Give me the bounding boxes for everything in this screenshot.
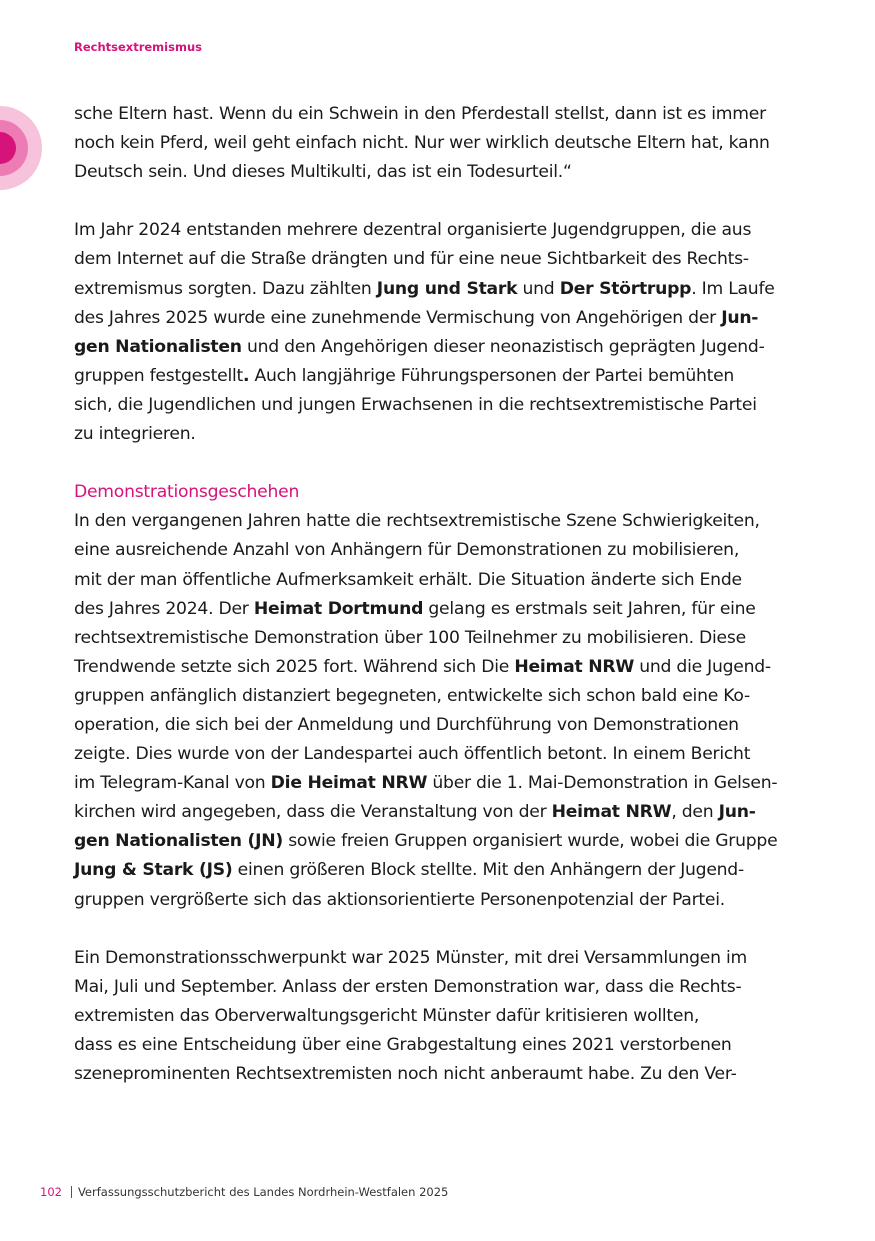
text-segment: extremismus sorgten. Dazu zählten xyxy=(74,278,377,299)
text-segment: über die 1. Mai-Demonstration in Gelsen- xyxy=(427,773,778,794)
text-line xyxy=(74,420,814,449)
text-line xyxy=(74,798,814,827)
bold-term: Heimat Dortmund xyxy=(253,598,424,619)
text-segment: sich, die Jugendlichen und jungen Erwachsenen in die rechtsextremistische Partei xyxy=(74,394,757,415)
text-line xyxy=(74,711,814,740)
text-line xyxy=(74,129,814,158)
bold-term: Die Heimat NRW xyxy=(270,773,428,794)
text-segment: gruppen anfänglich distanziert begegneten, entwickelte sich schon bald eine Ko- xyxy=(74,685,750,706)
body-text xyxy=(74,100,814,1089)
footer-title: Verfassungsschutzbericht des Landes Nordrhein-Westfalen 2025 xyxy=(77,1185,449,1199)
text-line xyxy=(74,362,814,391)
text-segment: sche Eltern hast. Wenn du ein Schwein in den Pferdestall stellst, dann ist es immer xyxy=(74,104,766,124)
text-segment: operation, die sich bei der Anmeldung und Durchführung von Demonstrationen xyxy=(74,714,739,735)
text-line xyxy=(74,1002,814,1031)
text-segment: noch kein Pferd, weil geht einfach nicht. Nur wer wirklich deutsche Eltern hat, kann xyxy=(74,133,770,154)
text-segment: sowie freien Gruppen organisiert wurde, wobei die Gruppe xyxy=(283,831,778,852)
footer-divider xyxy=(71,1186,72,1198)
text-line xyxy=(74,158,814,187)
text-line xyxy=(74,275,814,304)
text-segment: und den Angehörigen dieser neonazistisch geprägten Jugend- xyxy=(241,336,765,357)
bold-term: gen Nationalisten (JN) xyxy=(74,831,284,852)
text-line xyxy=(74,740,814,769)
text-line xyxy=(74,245,814,274)
text-line xyxy=(74,856,814,885)
paragraph xyxy=(74,100,814,187)
paragraph xyxy=(74,944,814,1089)
bold-term: Jun- xyxy=(718,802,756,823)
text-segment: In den vergangenen Jahren hatte die rechtsextremistische Szene Schwierigkeiten, xyxy=(74,511,760,532)
text-line xyxy=(74,536,814,565)
paragraph xyxy=(74,216,814,449)
text-segment: gruppen festgestellt xyxy=(74,365,243,386)
text-segment: kirchen wird angegeben, dass die Veranstaltung von der xyxy=(74,802,552,823)
text-segment: des Jahres 2025 wurde eine zunehmende Vermischung von Angehörigen der xyxy=(74,307,722,328)
text-line xyxy=(74,391,814,420)
text-line xyxy=(74,653,814,682)
text-line xyxy=(74,216,814,245)
concentric-circles-icon xyxy=(0,0,60,200)
text-segment: Deutsch sein. Und dieses Multikulti, das ist ein Todesurteil.“ xyxy=(74,162,572,183)
text-line xyxy=(74,595,814,624)
bold-term: Heimat NRW xyxy=(514,656,635,677)
text-line xyxy=(74,973,814,1002)
text-segment: dem Internet auf die Straße drängten und für eine neue Sichtbarkeit des Rechts- xyxy=(74,249,749,270)
bold-term: . xyxy=(242,365,250,386)
bold-term: gen Nationalisten xyxy=(74,336,242,357)
bold-term: Jun- xyxy=(721,307,759,328)
text-segment: Auch langjährige Führungspersonen der Partei bemühten xyxy=(249,365,735,386)
text-segment: im Telegram-Kanal von xyxy=(74,773,271,794)
bold-term: Jung und Stark xyxy=(376,278,518,299)
text-line xyxy=(74,624,814,653)
text-segment: szeneprominenten Rechtsextremisten noch nicht anberaumt habe. Zu den Ver- xyxy=(74,1064,737,1085)
text-line xyxy=(74,1060,814,1089)
section-header: Rechtsextremismus xyxy=(74,40,202,54)
bold-term: Der Störtrupp xyxy=(559,278,692,299)
text-segment: Mai, Juli und September. Anlass der ersten Demonstration war, dass die Rechts- xyxy=(74,976,742,997)
text-segment: mit der man öffentliche Aufmerksamkeit erhält. Die Situation änderte sich Ende xyxy=(74,569,742,590)
text-segment: extremisten das Oberverwaltungsgericht Münster dafür kritisieren wollten, xyxy=(74,1005,700,1026)
text-line xyxy=(74,566,814,595)
text-segment: Trendwende setzte sich 2025 fort. Während sich Die xyxy=(74,656,515,677)
text-segment: Im Jahr 2024 entstanden mehrere dezentral organisierte Jugendgruppen, die aus xyxy=(74,220,752,241)
text-segment: des Jahres 2024. Der xyxy=(74,598,254,619)
text-line xyxy=(74,100,814,129)
bold-term: Heimat NRW xyxy=(551,802,672,823)
page-footer xyxy=(40,1185,448,1199)
text-segment: gruppen vergrößerte sich das aktionsorientierte Personenpotenzial der Partei. xyxy=(74,889,725,910)
text-line xyxy=(74,1031,814,1060)
text-segment: und die Jugend- xyxy=(634,656,771,677)
text-segment: . Im Laufe xyxy=(691,278,775,299)
text-segment: dass es eine Entscheidung über eine Grabgestaltung eines 2021 verstorbenen xyxy=(74,1035,732,1055)
text-segment: einen größeren Block stellte. Mit den Anhängern der Jugend- xyxy=(232,860,744,881)
text-line xyxy=(74,944,814,973)
text-segment: gelang es erstmals seit Jahren, für eine xyxy=(423,598,756,619)
text-segment: eine ausreichende Anzahl von Anhängern für Demonstrationen zu mobilisieren, xyxy=(74,540,740,561)
text-segment: , den xyxy=(671,802,719,823)
page-number: 102 xyxy=(40,1185,62,1199)
text-segment: zeigte. Dies wurde von der Landespartei auch öffentlich betont. In einem Bericht xyxy=(74,744,751,765)
text-line xyxy=(74,507,814,536)
text-segment: Ein Demonstrationsschwerpunkt war 2025 Münster, mit drei Versammlungen im xyxy=(74,947,748,968)
bold-term: Jung & Stark (JS) xyxy=(74,860,233,881)
text-segment: rechtsextremistische Demonstration über 100 Teilnehmer zu mobilisieren. Diese xyxy=(74,627,746,648)
text-line xyxy=(74,769,814,798)
section-heading: Demonstrationsgeschehen xyxy=(74,482,300,503)
text-line xyxy=(74,333,814,362)
text-line xyxy=(74,304,814,333)
text-line xyxy=(74,886,814,915)
paragraph xyxy=(74,478,814,914)
text-segment: zu integrieren. xyxy=(74,424,196,445)
text-line xyxy=(74,682,814,711)
text-line xyxy=(74,827,814,856)
text-segment: und xyxy=(517,278,560,299)
